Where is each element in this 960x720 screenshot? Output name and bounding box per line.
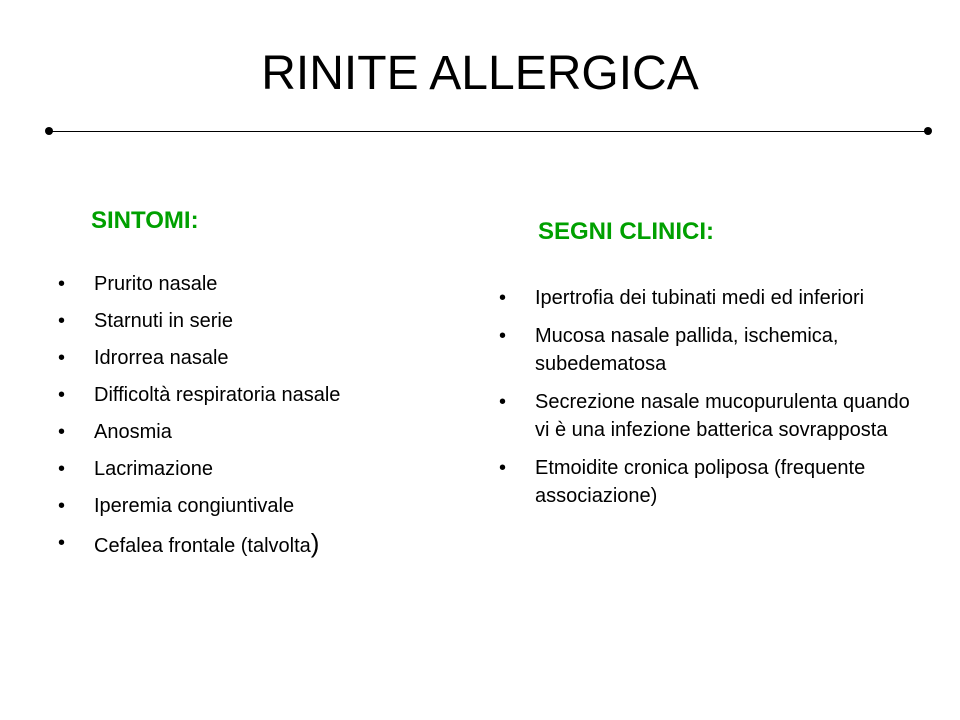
- list-item-text: Iperemia congiuntivale: [94, 495, 295, 517]
- list-item-text: Prurito nasale: [94, 273, 218, 295]
- segni-clinici-list: [499, 284, 919, 520]
- slide-title: RINITE ALLERGICA: [261, 47, 699, 100]
- list-item: [58, 309, 458, 333]
- bullet-icon: •: [499, 287, 507, 309]
- list-item: [58, 420, 458, 444]
- bullet-icon: •: [499, 325, 507, 347]
- bullet-icon: •: [499, 457, 507, 479]
- list-item: [58, 457, 458, 481]
- bullet-icon: •: [58, 384, 66, 406]
- list-item: [58, 383, 458, 407]
- bullet-icon: •: [58, 347, 66, 369]
- list-item-text: Secrezione nasale mucopurulenta quando vi è una infezione batterica sovrapposta: [535, 391, 910, 441]
- list-item-text: Idrorrea nasale: [94, 347, 229, 369]
- list-item-text: Difficoltà respiratoria nasale: [94, 384, 341, 406]
- list-item-text: Lacrimazione: [94, 458, 213, 480]
- bullet-icon: •: [58, 421, 66, 443]
- sintomi-heading: SINTOMI:: [91, 207, 199, 234]
- list-item-text: Mucosa nasale pallida, ischemica, subedematosa: [535, 325, 839, 375]
- closing-parenthesis: ): [310, 528, 320, 558]
- list-item: [58, 272, 458, 296]
- sintomi-list: [58, 272, 458, 571]
- bullet-icon: •: [58, 273, 66, 295]
- list-item: [499, 284, 919, 312]
- list-item: [499, 454, 919, 510]
- list-item-text: Etmoidite cronica poliposa (frequente associazione): [535, 457, 866, 507]
- list-item: [499, 388, 919, 444]
- bullet-icon: •: [499, 391, 507, 413]
- divider-end-dot-right: [924, 127, 932, 135]
- segni-clinici-heading: SEGNI CLINICI:: [538, 218, 715, 245]
- list-item: [58, 528, 458, 558]
- title-divider: [50, 131, 930, 132]
- bullet-icon: •: [58, 495, 66, 517]
- bullet-icon: •: [58, 310, 66, 332]
- list-item-text: Cefalea frontale (talvolta: [94, 535, 311, 557]
- list-item-text: Ipertrofia dei tubinati medi ed inferiori: [535, 287, 865, 309]
- list-item-text: Starnuti in serie: [94, 310, 233, 332]
- list-item-text: Anosmia: [94, 421, 172, 443]
- divider-end-dot-left: [45, 127, 53, 135]
- bullet-icon: •: [58, 532, 66, 554]
- list-item: [58, 494, 458, 518]
- list-item: [58, 346, 458, 370]
- list-item: [499, 322, 919, 378]
- bullet-icon: •: [58, 458, 66, 480]
